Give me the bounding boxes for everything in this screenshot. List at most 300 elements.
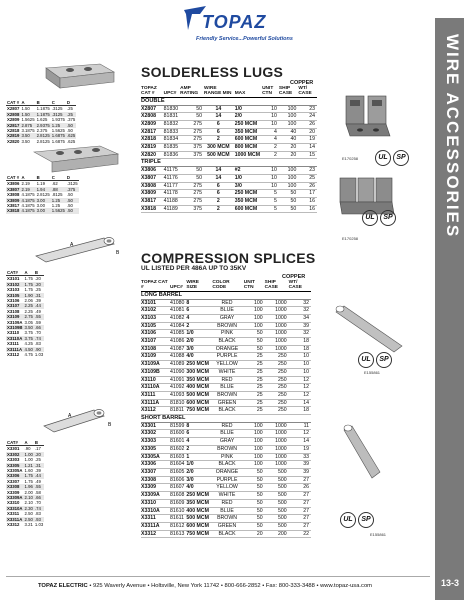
- table-cell: WHITE: [212, 368, 243, 376]
- table-cell: 81599: [169, 422, 185, 429]
- table-cell: 18: [289, 338, 311, 346]
- table-cell: .90: [24, 446, 31, 452]
- table-cell: 81832: [163, 120, 179, 127]
- table-cell: 41080: [169, 299, 185, 306]
- splices-header-row: [141, 280, 311, 291]
- table-row: [141, 167, 317, 175]
- table-cell: X3112: [141, 407, 170, 415]
- table-cell: 1.25: [51, 123, 66, 128]
- table-cell: 2/0: [235, 113, 262, 121]
- table-cell: 350 MCM: [235, 128, 262, 136]
- table-cell: 26: [298, 182, 317, 190]
- table-cell: 100: [244, 438, 265, 446]
- table-cell: 2.06: [24, 298, 33, 304]
- group-row: [141, 97, 317, 105]
- table-cell: 250 MCM: [235, 190, 262, 198]
- table-row: [6, 287, 44, 292]
- table-cell: 81836: [163, 151, 179, 158]
- table-cell: 27: [289, 476, 311, 484]
- table-cell: X3308: [6, 484, 24, 489]
- table-cell: 100: [244, 422, 265, 430]
- table-cell: 81604: [169, 461, 185, 468]
- table-cell: X2818: [141, 136, 164, 144]
- table-row: [141, 144, 317, 152]
- table-cell: 1000: [265, 345, 289, 353]
- table-cell: 1.94: [36, 187, 51, 192]
- table-cell: GREEN: [212, 522, 243, 530]
- table-cell: 500: [265, 476, 289, 484]
- table-row: [141, 330, 311, 338]
- table-cell: 41188: [164, 197, 180, 205]
- table-cell: 500: [265, 484, 289, 492]
- table-cell: 375: [180, 205, 204, 213]
- table-row: [141, 151, 317, 159]
- table-cell: 1000: [265, 438, 289, 446]
- table-cell: X3101: [7, 276, 20, 282]
- table-cell: 100: [244, 322, 265, 330]
- table-cell: 50: [180, 167, 204, 175]
- table-cell: .59: [34, 319, 41, 325]
- table-cell: 39: [289, 461, 311, 469]
- table-cell: 2.19: [20, 187, 35, 192]
- lugs-header-row: [141, 86, 317, 97]
- table-cell: 50: [244, 484, 265, 492]
- table-cell: 6: [204, 190, 235, 198]
- table-cell: X2809: [141, 120, 164, 128]
- table-cell: X3311: [141, 515, 170, 523]
- table-cell: X3807: [7, 186, 20, 192]
- table-cell: 41178: [164, 190, 180, 198]
- table-cell: 500: [265, 522, 289, 530]
- table-cell: X3809: [141, 190, 164, 198]
- table-cell: .20: [34, 452, 44, 457]
- table-cell: BROWN: [212, 322, 243, 330]
- table-cell: .83: [34, 341, 41, 347]
- table-cell: 10: [289, 368, 311, 376]
- table-cell: 1.00: [24, 451, 33, 457]
- table-cell: 1.5625: [21, 117, 35, 123]
- table-cell: 10: [262, 105, 279, 113]
- table-cell: .44: [34, 303, 44, 308]
- table-cell: .375: [66, 117, 76, 123]
- table-cell: 27: [289, 499, 311, 507]
- table-cell: X3303: [141, 438, 170, 446]
- table-cell: .20: [34, 276, 41, 282]
- table-cell: 24: [298, 113, 317, 121]
- table-cell: 16: [298, 205, 317, 213]
- table-cell: .50: [66, 128, 73, 134]
- table-cell: X3106: [7, 298, 20, 304]
- table-cell: .66: [34, 325, 44, 330]
- table-cell: 20: [279, 144, 298, 152]
- table-cell: 81607: [169, 484, 185, 491]
- table-cell: 1.50: [21, 106, 30, 112]
- table-cell: 5: [262, 197, 279, 205]
- table-cell: 8: [186, 422, 212, 430]
- table-cell: .625: [66, 133, 76, 139]
- table-row: [141, 368, 311, 376]
- table-cell: 275: [180, 190, 204, 198]
- table-cell: 12: [289, 391, 311, 399]
- table-cell: 250: [265, 391, 289, 399]
- table-cell: 12: [289, 384, 311, 392]
- group-label: TRIPLE: [141, 159, 317, 167]
- ul-listed-icon-4: UL: [340, 512, 356, 528]
- table-cell: X3310: [7, 500, 20, 506]
- table-cell: .66: [34, 495, 44, 500]
- dim-a-label: A: [70, 242, 74, 248]
- table-cell: 600 MCM: [235, 205, 262, 213]
- table-cell: 25: [244, 368, 265, 376]
- table-cell: .31: [34, 293, 44, 298]
- table-cell: 1: [186, 453, 212, 461]
- table-row: [141, 120, 317, 128]
- column-header: COLOR CODE: [212, 280, 243, 291]
- column-header: TOPAZ CAT #: [141, 280, 170, 291]
- table-cell: 2.75: [24, 314, 33, 320]
- table-row: [6, 276, 44, 282]
- lug-dimension-table-double: [6, 100, 76, 144]
- table-cell: 14: [204, 167, 235, 175]
- table-cell: 50: [279, 205, 298, 213]
- table-cell: .25: [66, 106, 73, 112]
- table-cell: .25: [66, 112, 76, 117]
- table-cell: .62: [51, 181, 58, 187]
- table-row: [141, 453, 311, 461]
- table-cell: 2.8125: [36, 138, 50, 144]
- double-lug-drawing-icon: [40, 62, 120, 92]
- table-cell: PURPLE: [212, 353, 243, 361]
- group-row: [141, 415, 311, 423]
- table-cell: 4: [186, 438, 212, 446]
- table-cell: 100: [279, 105, 298, 113]
- column-header: A: [20, 175, 35, 181]
- table-cell: X3311A: [141, 522, 170, 530]
- table-cell: 100: [244, 299, 265, 307]
- table-cell: 1.6875: [51, 133, 65, 139]
- table-cell: 500: [265, 507, 289, 515]
- table-cell: X3310: [141, 499, 170, 507]
- table-cell: 3.00: [36, 208, 51, 213]
- table-cell: 50: [244, 515, 265, 523]
- table-cell: .50: [66, 203, 73, 209]
- table-cell: 1.75: [24, 287, 33, 293]
- table-cell: X3312: [7, 522, 20, 528]
- table-row: [141, 407, 311, 415]
- csa-icon-2: SP: [380, 210, 396, 226]
- table-cell: .25: [34, 287, 41, 293]
- table-cell: 1.90: [24, 292, 33, 298]
- table-cell: 10: [262, 174, 279, 182]
- table-cell: X3109A: [7, 319, 23, 325]
- table-cell: 81833: [163, 128, 179, 135]
- table-cell: BROWN: [212, 391, 243, 399]
- column-header: B: [36, 175, 51, 181]
- table-cell: 2: [186, 445, 212, 453]
- table-cell: X3111: [7, 341, 19, 347]
- table-row: [141, 322, 311, 330]
- table-cell: 2: [262, 144, 279, 152]
- table-cell: 50: [244, 476, 265, 484]
- table-cell: 39: [289, 322, 311, 330]
- table-cell: 3.00: [36, 203, 45, 209]
- table-cell: X3806: [7, 181, 20, 187]
- table-cell: 500: [265, 499, 289, 507]
- table-cell: 32: [289, 299, 311, 307]
- table-cell: BLACK: [212, 338, 243, 346]
- table-cell: X2817: [141, 128, 164, 136]
- column-header: A: [20, 100, 35, 106]
- table-cell: X3309: [7, 489, 20, 495]
- column-header: UPC#: [170, 280, 186, 291]
- table-cell: X3309: [141, 484, 170, 492]
- table-cell: 12: [289, 376, 311, 384]
- table-cell: 100: [279, 113, 298, 121]
- table-cell: 1/0: [235, 174, 262, 182]
- table-cell: 10: [262, 182, 279, 190]
- table-cell: 81613: [169, 530, 185, 537]
- table-cell: .17: [34, 446, 41, 452]
- table-cell: 275: [180, 136, 204, 144]
- table-cell: 41092: [169, 384, 185, 391]
- table-cell: 4.1875: [21, 208, 35, 214]
- table-cell: 33: [289, 453, 311, 461]
- column-header: WT/ CASE: [298, 86, 317, 97]
- table-cell: 41088: [169, 353, 185, 360]
- table-cell: 250 MCM: [235, 120, 262, 128]
- table-cell: X3109: [141, 353, 170, 361]
- table-cell: 20: [279, 151, 298, 159]
- table-cell: 500: [265, 492, 289, 500]
- table-cell: 4: [262, 128, 279, 136]
- table-cell: X3818: [7, 208, 20, 214]
- table-cell: 100: [244, 314, 265, 322]
- table-cell: X3110A: [7, 335, 23, 341]
- table-cell: 3.1875: [21, 128, 35, 134]
- table-cell: .3125: [51, 112, 66, 117]
- table-cell: 3.75: [24, 335, 33, 341]
- table-row: [141, 399, 311, 407]
- table-cell: 100: [244, 445, 265, 453]
- column-header: WT/ CASE: [289, 280, 311, 291]
- table-row: [141, 515, 311, 523]
- table-row: [141, 530, 311, 538]
- table-cell: 100: [279, 120, 298, 128]
- table-cell: .375: [66, 187, 79, 192]
- table-cell: 25: [244, 399, 265, 407]
- table-cell: 500 MCM: [204, 151, 235, 159]
- table-cell: .39: [34, 298, 41, 304]
- table-cell: .625: [66, 138, 76, 144]
- table-cell: X3307: [141, 468, 170, 476]
- table-cell: 23: [298, 105, 317, 113]
- column-header: A: [24, 270, 34, 276]
- table-cell: 2: [204, 197, 235, 205]
- table-cell: 2.10: [24, 495, 33, 501]
- table-cell: 1000: [265, 307, 289, 315]
- table-cell: X3307: [7, 478, 20, 484]
- table-cell: 100: [279, 182, 298, 190]
- table-cell: 12: [289, 430, 311, 438]
- table-cell: 81830: [163, 105, 179, 112]
- table-cell: .83: [34, 511, 41, 517]
- table-cell: 39: [289, 468, 311, 476]
- column-header: SHIP CASE: [279, 86, 298, 97]
- table-cell: 41089: [169, 361, 185, 368]
- table-cell: 1.75: [24, 281, 33, 287]
- table-cell: 100: [279, 174, 298, 182]
- table-cell: X2819: [141, 144, 164, 152]
- table-cell: 41087: [169, 345, 185, 352]
- table-cell: BLUE: [212, 384, 243, 392]
- table-cell: 2/0: [186, 338, 212, 346]
- table-cell: 2: [204, 205, 235, 213]
- table-cell: 50: [244, 338, 265, 346]
- table-cell: X3112: [7, 352, 20, 358]
- column-header: UNIT CTN: [244, 280, 265, 291]
- table-cell: X3818: [141, 205, 164, 213]
- table-cell: 3.21: [24, 522, 33, 528]
- table-cell: X3107: [141, 338, 170, 346]
- table-row: [141, 484, 311, 492]
- table-cell: X3311A: [7, 516, 23, 522]
- table-cell: 3.05: [24, 319, 33, 325]
- table-cell: .93: [34, 517, 44, 522]
- table-cell: GREEN: [212, 399, 243, 407]
- ul-listed-icon-3: UL: [358, 352, 374, 368]
- table-cell: 1.75: [24, 473, 33, 479]
- table-cell: .50: [66, 123, 76, 128]
- table-cell: X3109: [6, 314, 24, 319]
- long-barrel-drawing-icon: [30, 234, 120, 268]
- table-cell: RED: [212, 422, 243, 430]
- table-cell: 14: [289, 399, 311, 407]
- t1-body: [6, 106, 76, 144]
- table-cell: X2818: [7, 128, 20, 134]
- table-cell: X3306: [141, 461, 170, 469]
- table-cell: X3102: [6, 282, 24, 287]
- table-cell: 34: [289, 314, 311, 322]
- table-row: [6, 484, 44, 489]
- table-cell: .3125: [51, 106, 63, 112]
- table-cell: X3310A: [7, 505, 23, 511]
- table-row: [141, 461, 311, 469]
- table-row: [141, 182, 317, 190]
- table-cell: .39: [34, 468, 41, 474]
- table-row: [141, 476, 311, 484]
- table-cell: 81610: [169, 507, 185, 514]
- table-cell: 2.10: [24, 500, 33, 506]
- table-row: [141, 174, 317, 182]
- table-cell: 27: [289, 522, 311, 530]
- table-cell: 18: [289, 345, 311, 353]
- lugs-cert-code-2: E170258: [342, 236, 359, 241]
- table-cell: YELLOW: [212, 361, 243, 369]
- table-cell: 26: [289, 484, 311, 492]
- table-cell: .70: [34, 330, 41, 336]
- table-cell: 6: [204, 120, 235, 128]
- table-cell: 6: [204, 182, 235, 190]
- table-cell: 2.19: [21, 181, 30, 187]
- table-row: [141, 105, 317, 113]
- table-cell: X2817: [7, 122, 20, 128]
- table-cell: 250: [265, 368, 289, 376]
- table-cell: 500 MCM: [186, 391, 212, 399]
- table-cell: 14: [289, 438, 311, 446]
- table-cell: 81602: [169, 445, 185, 452]
- lugs-table: [141, 86, 317, 213]
- table-cell: 22: [289, 530, 311, 538]
- table-cell: 2: [204, 136, 235, 144]
- table-cell: X2807: [141, 105, 164, 113]
- table-cell: 3.50: [24, 325, 33, 331]
- table-row: [141, 128, 317, 136]
- table-cell: X2807: [7, 106, 20, 112]
- table-cell: 41175: [164, 167, 180, 175]
- table-cell: 2.50: [24, 516, 33, 522]
- table-cell: 1000: [265, 430, 289, 438]
- table-row: [6, 314, 44, 319]
- table-cell: X3308: [141, 476, 170, 484]
- table-row: [141, 314, 311, 322]
- column-header: A: [24, 440, 34, 446]
- table-cell: 4.25: [24, 341, 33, 347]
- table-cell: ORANGE: [212, 345, 243, 353]
- footer-address: • 925 Waverly Avenue • Holtsville, New York 11742 • 800-666-2852 • Fax: 800-333-3488 • www.topaz-usa.com: [89, 583, 372, 589]
- table-cell: 81611: [170, 515, 186, 523]
- table-cell: RED: [212, 499, 243, 507]
- column-header: MAX: [235, 86, 262, 97]
- table-cell: 250: [265, 384, 289, 392]
- table-cell: 41091: [169, 376, 185, 383]
- table-cell: X3311: [7, 511, 20, 517]
- table-cell: 1.25: [51, 198, 66, 203]
- table-cell: 1.75: [24, 478, 33, 484]
- table-cell: 100: [279, 167, 298, 175]
- table-cell: 41085: [169, 330, 185, 337]
- column-header: UNIT CTN: [262, 86, 279, 97]
- table-cell: 16: [298, 197, 317, 205]
- long-barrel-dimension-table: [6, 270, 44, 358]
- table-row: [6, 192, 79, 197]
- table-cell: 100: [244, 461, 265, 469]
- table-row: [141, 205, 317, 213]
- splices-cert-code-2: E155861: [370, 532, 387, 537]
- table-cell: 41093: [169, 391, 185, 398]
- table-cell: 25: [244, 353, 265, 361]
- column-header: WIRE SIZE: [186, 280, 212, 291]
- table-cell: X3110: [7, 330, 20, 336]
- table-cell: 41177: [164, 182, 180, 190]
- table-cell: X3109B: [7, 325, 23, 331]
- table-cell: 41084: [169, 322, 185, 329]
- table-cell: 50: [244, 507, 265, 515]
- table-cell: BLUE: [212, 307, 243, 315]
- table-cell: GRAY: [212, 438, 243, 446]
- table-cell: 4.50: [24, 346, 33, 352]
- table-row: [6, 446, 44, 452]
- table-cell: 600 MCM: [186, 399, 212, 407]
- table-cell: 3/0: [186, 476, 212, 484]
- table-cell: X3302: [6, 452, 24, 457]
- table-cell: RED: [212, 376, 243, 384]
- table-cell: .20: [34, 282, 44, 287]
- table-cell: 1.00: [24, 457, 33, 463]
- table-cell: X3110: [141, 376, 170, 384]
- column-header: B: [34, 270, 44, 276]
- table-cell: 1.25: [51, 203, 61, 209]
- table-cell: 6: [186, 307, 212, 315]
